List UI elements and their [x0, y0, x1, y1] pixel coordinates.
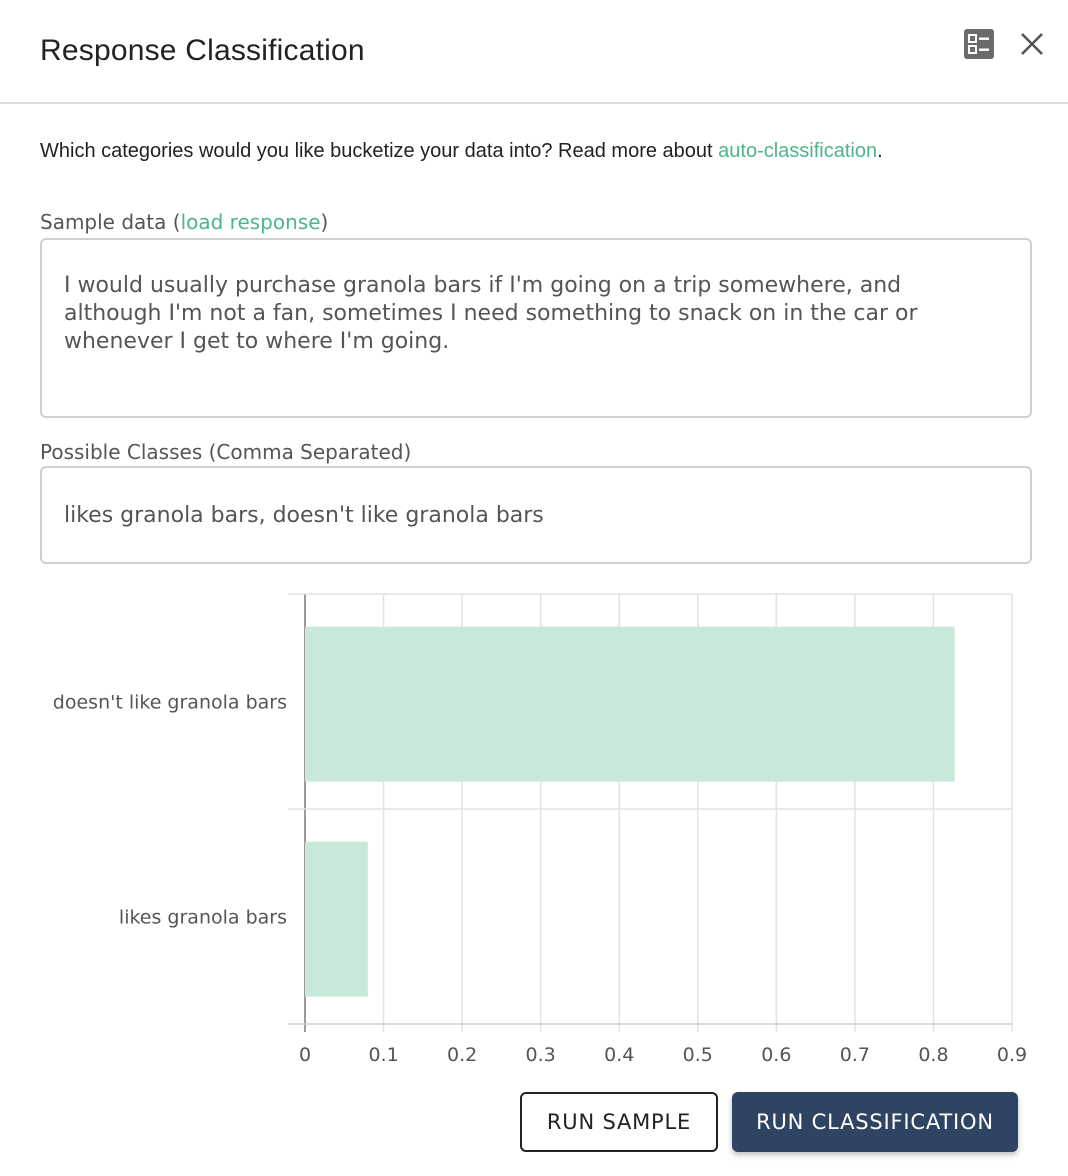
run-sample-button[interactable]: RUN SAMPLE [520, 1092, 718, 1152]
intro-sentence: Which categories would you like bucketize your data into? Read more about [40, 140, 719, 162]
intro-text [40, 140, 883, 163]
bar [305, 842, 368, 997]
sample-data-label [40, 210, 328, 234]
sample-label-prefix: Sample data ( [40, 210, 181, 234]
bar [305, 627, 955, 782]
dialog-header [0, 0, 1068, 104]
close-icon[interactable] [1018, 30, 1046, 58]
intro-end: . [877, 140, 883, 162]
x-tick-label: 0.8 [918, 1044, 949, 1066]
sample-data-textarea[interactable] [40, 238, 1032, 418]
sample-line: I would usually purchase granola bars if I'm going on a trip somewhere, and [64, 273, 902, 298]
sample-label-suffix: ) [320, 210, 329, 234]
possible-classes-input[interactable] [40, 466, 1032, 564]
x-tick-label: 0.9 [996, 1044, 1028, 1066]
possible-classes-value: likes granola bars, doesn't like granola bars [64, 503, 544, 528]
sample-line: whenever I get to where I'm going. [64, 329, 450, 354]
category-label: likes granola bars [118, 906, 287, 929]
load-response-link[interactable]: load response [180, 210, 321, 234]
x-tick-label: 0 [298, 1044, 312, 1066]
table-view-icon[interactable] [963, 28, 995, 60]
category-label: doesn't like granola bars [52, 691, 287, 714]
x-tick-label: 0.4 [604, 1044, 635, 1066]
x-tick-label: 0.3 [525, 1044, 556, 1066]
classification-bar-chart [0, 584, 1068, 1074]
sample-line: although I'm not a fan, sometimes I need something to snack on in the car or [64, 301, 918, 326]
x-tick-label: 0.5 [682, 1044, 713, 1066]
x-tick-label: 0.6 [761, 1044, 792, 1066]
x-tick-label: 0.7 [839, 1044, 870, 1066]
possible-classes-label: Possible Classes (Comma Separated) [40, 440, 412, 464]
run-classification-button[interactable]: RUN CLASSIFICATION [732, 1092, 1018, 1152]
dialog-title: Response Classification [40, 34, 365, 67]
x-tick-label: 0.2 [447, 1044, 478, 1066]
auto-classification-link[interactable]: auto-classification [718, 140, 878, 162]
x-tick-label: 0.1 [368, 1044, 399, 1066]
